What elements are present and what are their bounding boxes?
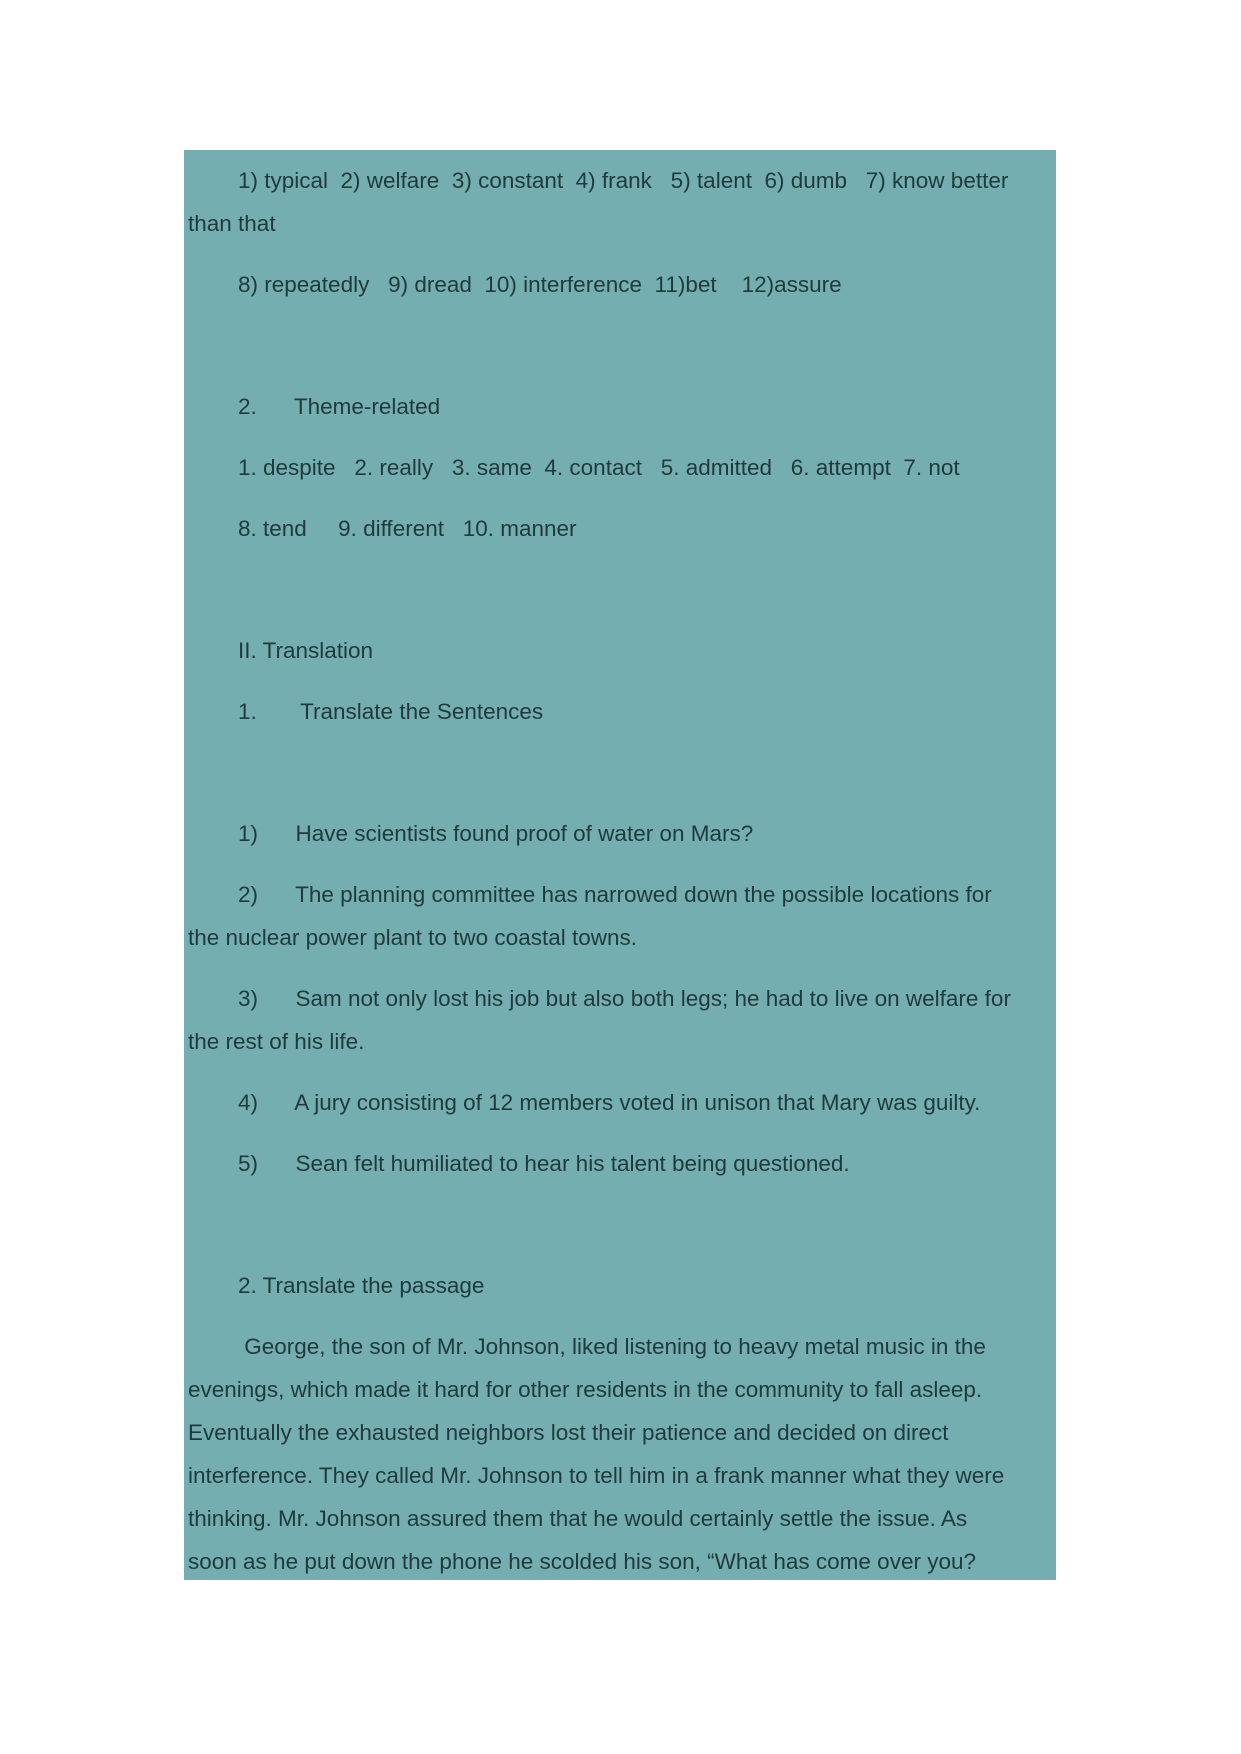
translate-sentences-heading: 1. Translate the Sentences [238, 699, 544, 724]
passage-line-3: Eventually the exhausted neighbors lost their patience and decided on direct [188, 1420, 949, 1445]
vocab-line-2: 8) repeatedly 9) dread 10) interference 11)bet 12)assure [238, 272, 842, 297]
theme-related-line-1: 1. despite 2. really 3. same 4. contact 5. admitted 6. attempt 7. not [238, 455, 960, 480]
sentence-2-cont: the nuclear power plant to two coastal towns. [188, 925, 638, 950]
sentence-5: 5) Sean felt humiliated to hear his talent being questioned. [238, 1151, 850, 1176]
answer-key-block [184, 150, 1056, 1580]
passage-line-5: thinking. Mr. Johnson assured them that he would certainly settle the issue. As [188, 1506, 968, 1531]
passage-line-4: interference. They called Mr. Johnson to tell him in a frank manner what they were [188, 1463, 1005, 1488]
sentence-3-cont: the rest of his life. [188, 1029, 365, 1054]
passage-line-6: soon as he put down the phone he scolded his son, “What has come over you? [188, 1549, 976, 1574]
theme-related-heading: 2. Theme-related [238, 394, 441, 419]
sentence-1: 1) Have scientists found proof of water on Mars? [238, 821, 754, 846]
vocab-line-1: 1) typical 2) welfare 3) constant 4) frank 5) talent 6) dumb 7) know better [238, 168, 1009, 193]
theme-related-line-2: 8. tend 9. different 10. manner [238, 516, 577, 541]
sentence-2: 2) The planning committee has narrowed down the possible locations for [238, 882, 992, 907]
passage-heading: 2. Translate the passage [238, 1273, 485, 1298]
passage-line-2: evenings, which made it hard for other residents in the community to fall asleep. [188, 1377, 983, 1402]
sentence-4: 4) A jury consisting of 12 members voted in unison that Mary was guilty. [238, 1090, 981, 1115]
passage-line-1: George, the son of Mr. Johnson, liked listening to heavy metal music in the [238, 1334, 986, 1359]
translation-heading: II. Translation [238, 638, 374, 663]
sentence-3: 3) Sam not only lost his job but also both legs; he had to live on welfare for [238, 986, 1011, 1011]
vocab-line-1-cont: than that [188, 211, 276, 236]
